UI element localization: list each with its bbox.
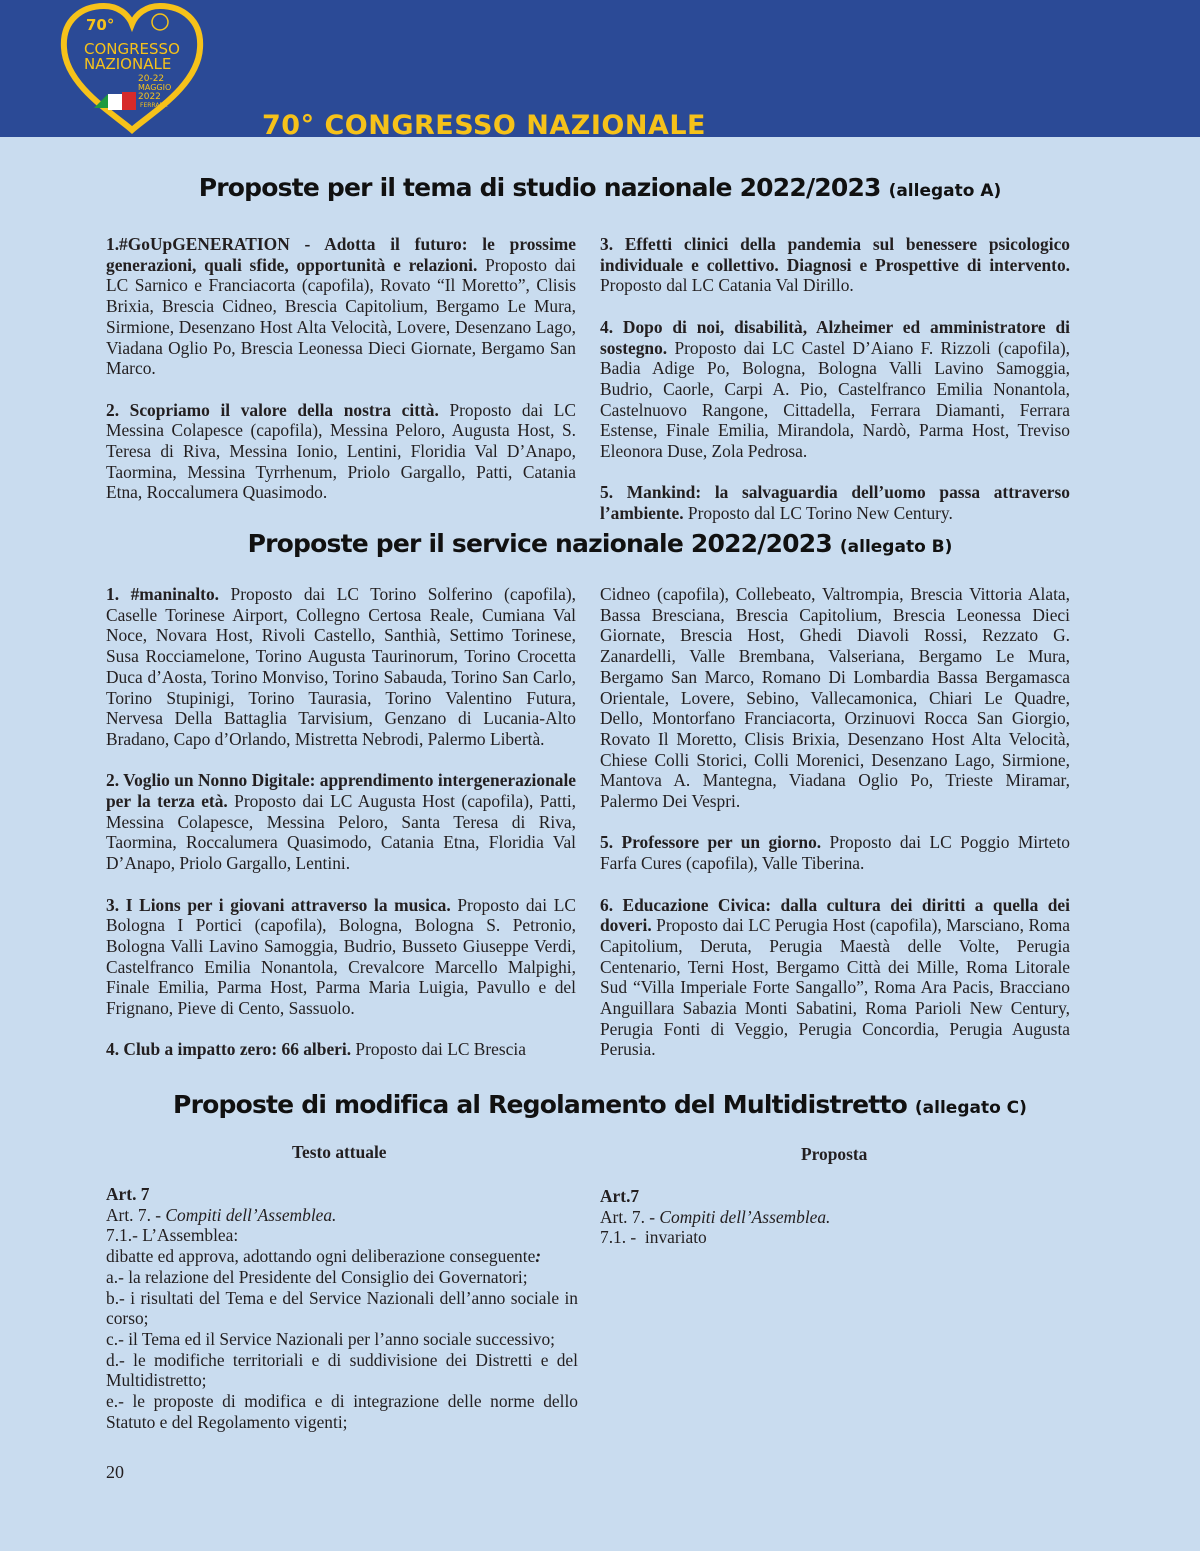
section-a-heading — [0, 173, 1200, 202]
art-sub: 7.1. - invariato — [600, 1227, 707, 1248]
list-item: 6. Educazione Civica: dalla cultura dei diritti a quella dei doveri. Proposto dai LC Perugia Host (capofila), Marsciano, Roma Capitolium, Deruta, Perugia Maestà delle Volte, Perugia Centenario, Terni Host, Bergamo Città dei Mille, Roma Litorale Sud “Villa Imperiale Forte Sangallo”, Roma Ara Pacis, Bracciano Anguillara Sabazia Monti Sabatini, Roma Parioli New Century, Perugia Fonti di Veggio, Perugia Concordia, Perugia Augusta Perusia. — [600, 894, 1070, 1060]
section-a-title: Proposte per il tema di studio nazionale 2022/2023 — [198, 173, 881, 202]
art-subtitle: Art. 7. - Compiti dell’Assemblea. — [600, 1206, 831, 1227]
section-a-left-column — [106, 234, 576, 503]
art-sub: 7.1.- L’Assemblea: — [106, 1225, 239, 1246]
list-item: 1. #maninalto. Proposto dai LC Torino Solferino (capofila), Caselle Torinese Airport, Collegno Certosa Reale, Cumiana Val Noce, Novara Host, Rivoli Castello, Santhià, Settimo Torinese, Susa Rocciamelone, Torino Augusta Taurinorum, Torino Crocetta Duca d’Aosta, Torino Monviso, Torino Sabauda, Torino San Carlo, Torino Stupinigi, Torino Taurasia, Torino Valentino Futura, Nervesa Della Battaglia Tarvisium, Genzano di Lucania-Alto Bradano, Capo d’Orlando, Mistretta Nebrodi, Palermo Libertà. — [106, 584, 576, 749]
current-text-column — [106, 1184, 578, 1432]
list-item: 2. Voglio un Nonno Digitale: apprendimento intergenerazionale per la terza età. Proposto dai LC Augusta Host (capofila), Patti, Messina Colapesce, Messina Peloro, Santa Teresa di Riva, Taormina, Roccalumera Quasimodo, Catania Etna, Floridia Val D’Anapo, Priolo Gargallo, Lentini. — [106, 770, 576, 874]
list-item: c.- il Tema ed il Service Nazionali per l’anno sociale successivo; — [106, 1328, 556, 1349]
logo-line2: NAZIONALE — [84, 55, 172, 73]
art-title: Art.7 — [600, 1186, 640, 1206]
list-item: d.- le modifiche territoriali e di suddivisione dei Distretti e del Multidistretto; — [106, 1349, 578, 1391]
section-b-right-column — [600, 584, 1070, 1060]
banner-title: 70° CONGRESSO NAZIONALE — [262, 110, 706, 137]
section-b-left-column — [106, 584, 576, 1060]
art-subtitle: Art. 7. - Compiti dell’Assemblea. — [106, 1204, 337, 1225]
proposal-header: Proposta — [801, 1144, 868, 1164]
logo-year: 2022 — [138, 92, 161, 102]
lions-emblem-icon — [152, 14, 168, 30]
section-a-right-column — [600, 234, 1070, 524]
list-item: 4. Club a impatto zero: 66 alberi. Proposto dai LC Brescia — [106, 1039, 526, 1060]
section-b-tag: (allegato B) — [839, 537, 953, 557]
list-item: 4. Dopo di noi, disabilità, Alzheimer ed amministratore di sostegno. Proposto dai LC Castel D’Aiano F. Rizzoli (capofila), Badia Adige Po, Bologna, Bologna Valli Lavino Samoggia, Budrio, Caorle, Carpi A. Pio, Castelfranco Emilia Nonantola, Castelnuovo Rangone, Cittadella, Ferrara Diamanti, Ferrara Estense, Finale Emilia, Mirandola, Nardò, Parma Host, Treviso Eleonora Duse, Zola Pedrosa. — [600, 316, 1070, 462]
list-item: 5. Professore per un giorno. Proposto dai LC Poggio Mirteto Farfa Cures (capofila), Valle Tiberina. — [600, 832, 1070, 874]
list-item: 3. Effetti clinici della pandemia sul benessere psicologico individuale e collettivo. Diagnosi e Prospettive di intervento. Proposto dal LC Catania Val Dirillo. — [600, 234, 1070, 296]
list-item: 2. Scopriamo il valore della nostra città. Proposto dai LC Messina Colapesce (capofila), Messina Peloro, Augusta Host, S. Teresa di Riva, Messina Ionio, Lentini, Floridia Val D’Anapo, Taormina, Messina Tyrrhenum, Priolo Gargallo, Patti, Catania Etna, Roccalumera Quasimodo. — [106, 399, 576, 503]
list-item: Cidneo (capofila), Collebeato, Valtrompia, Brescia Vittoria Alata, Bassa Bresciana, Brescia Capitolium, Brescia Leonessa Dieci Giornate, Brescia Host, Ghedi Diavoli Rossi, Rezzato G. Zanardelli, Valle Brembana, Valseriana, Bergamo Le Mura, Bergamo San Marco, Romano Di Lombardia Bassa Bergamasca Orientale, Lovere, Sebino, Vallecamonica, Chiari Le Quadre, Dello, Montorfano Franciacorta, Orzinuovi Rocca San Giorgio, Rovato Il Moretto, Clisis Brixia, Desenzano Host Alta Velocità, Chiese Colli Storici, Colli Morenici, Desenzano Lago, Sirmione, Mantova A. Mantegna, Viadana Oglio Po, Trieste Miramar, Palermo Dei Vespri. — [600, 584, 1070, 812]
castle-red-icon — [122, 92, 136, 110]
list-item: 3. I Lions per i giovani attraverso la musica. Proposto dai LC Bologna I Portici (capofila), Bologna, Bologna S. Petronio, Bologna Valli Lavino Samoggia, Budrio, Busseto Giuseppe Verdi, Castelfranco Emilia Nonantola, Crevalcore Marcello Malpighi, Finale Emilia, Parma Host, Parma Maria Luigia, Pavullo e del Frignano, Pieve di Cento, Sassuolo. — [106, 894, 576, 1019]
art-title: Art. 7 — [106, 1184, 150, 1204]
logo-month: MAGGIO — [138, 83, 172, 92]
proposal-column — [600, 1186, 1072, 1248]
current-text-header: Testo attuale — [292, 1142, 387, 1162]
castle-white-icon — [108, 94, 122, 110]
congress-logo — [56, 2, 208, 136]
list-item: b.- i risultati del Tema e del Service Nazionali dell’anno sociale in corso; — [106, 1287, 578, 1329]
list-item: 5. Mankind: la salvaguardia dell’uomo passa attraverso l’ambiente. Proposto dal LC Torino New Century. — [600, 482, 1070, 524]
logo-dates: 20-22 — [138, 74, 165, 84]
logo-line1: CONGRESSO — [84, 40, 180, 58]
page-number: 20 — [106, 1462, 124, 1482]
section-c-tag: (allegato C) — [914, 1098, 1027, 1118]
section-a-tag: (allegato A) — [888, 181, 1002, 201]
art-intro: dibatte ed approva, adottando ogni deliberazione conseguente: — [106, 1246, 542, 1267]
logo-city: FERRARA — [140, 102, 168, 109]
header-banner — [0, 0, 1200, 137]
list-item: e.- le proposte di modifica e di integrazione delle norme dello Statuto e del Regolamento vigenti; — [106, 1391, 578, 1432]
section-c-heading — [0, 1090, 1200, 1119]
section-b-title: Proposte per il service nazionale 2022/2023 — [247, 529, 832, 558]
section-b-heading — [0, 529, 1200, 558]
list-item: 1.#GoUpGENERATION - Adotta il futuro: le prossime generazioni, quali sfide, opportunità e relazioni. Proposto dai LC Sarnico e Franciacorta (capofila), Rovato “Il Moretto”, Clisis Brixia, Brescia Cidneo, Brescia Capitolium, Bergamo Le Mura, Sirmione, Desenzano Host Alta Velocità, Lovere, Desenzano Lago, Viadana Oglio Po, Brescia Leonessa Dieci Giornate, Bergamo San Marco. — [106, 234, 576, 379]
list-item: a.- la relazione del Presidente del Consiglio dei Governatori; — [106, 1266, 528, 1287]
section-c-title: Proposte di modifica al Regolamento del Multidistretto — [173, 1090, 907, 1119]
logo-number: 70° — [86, 16, 115, 34]
